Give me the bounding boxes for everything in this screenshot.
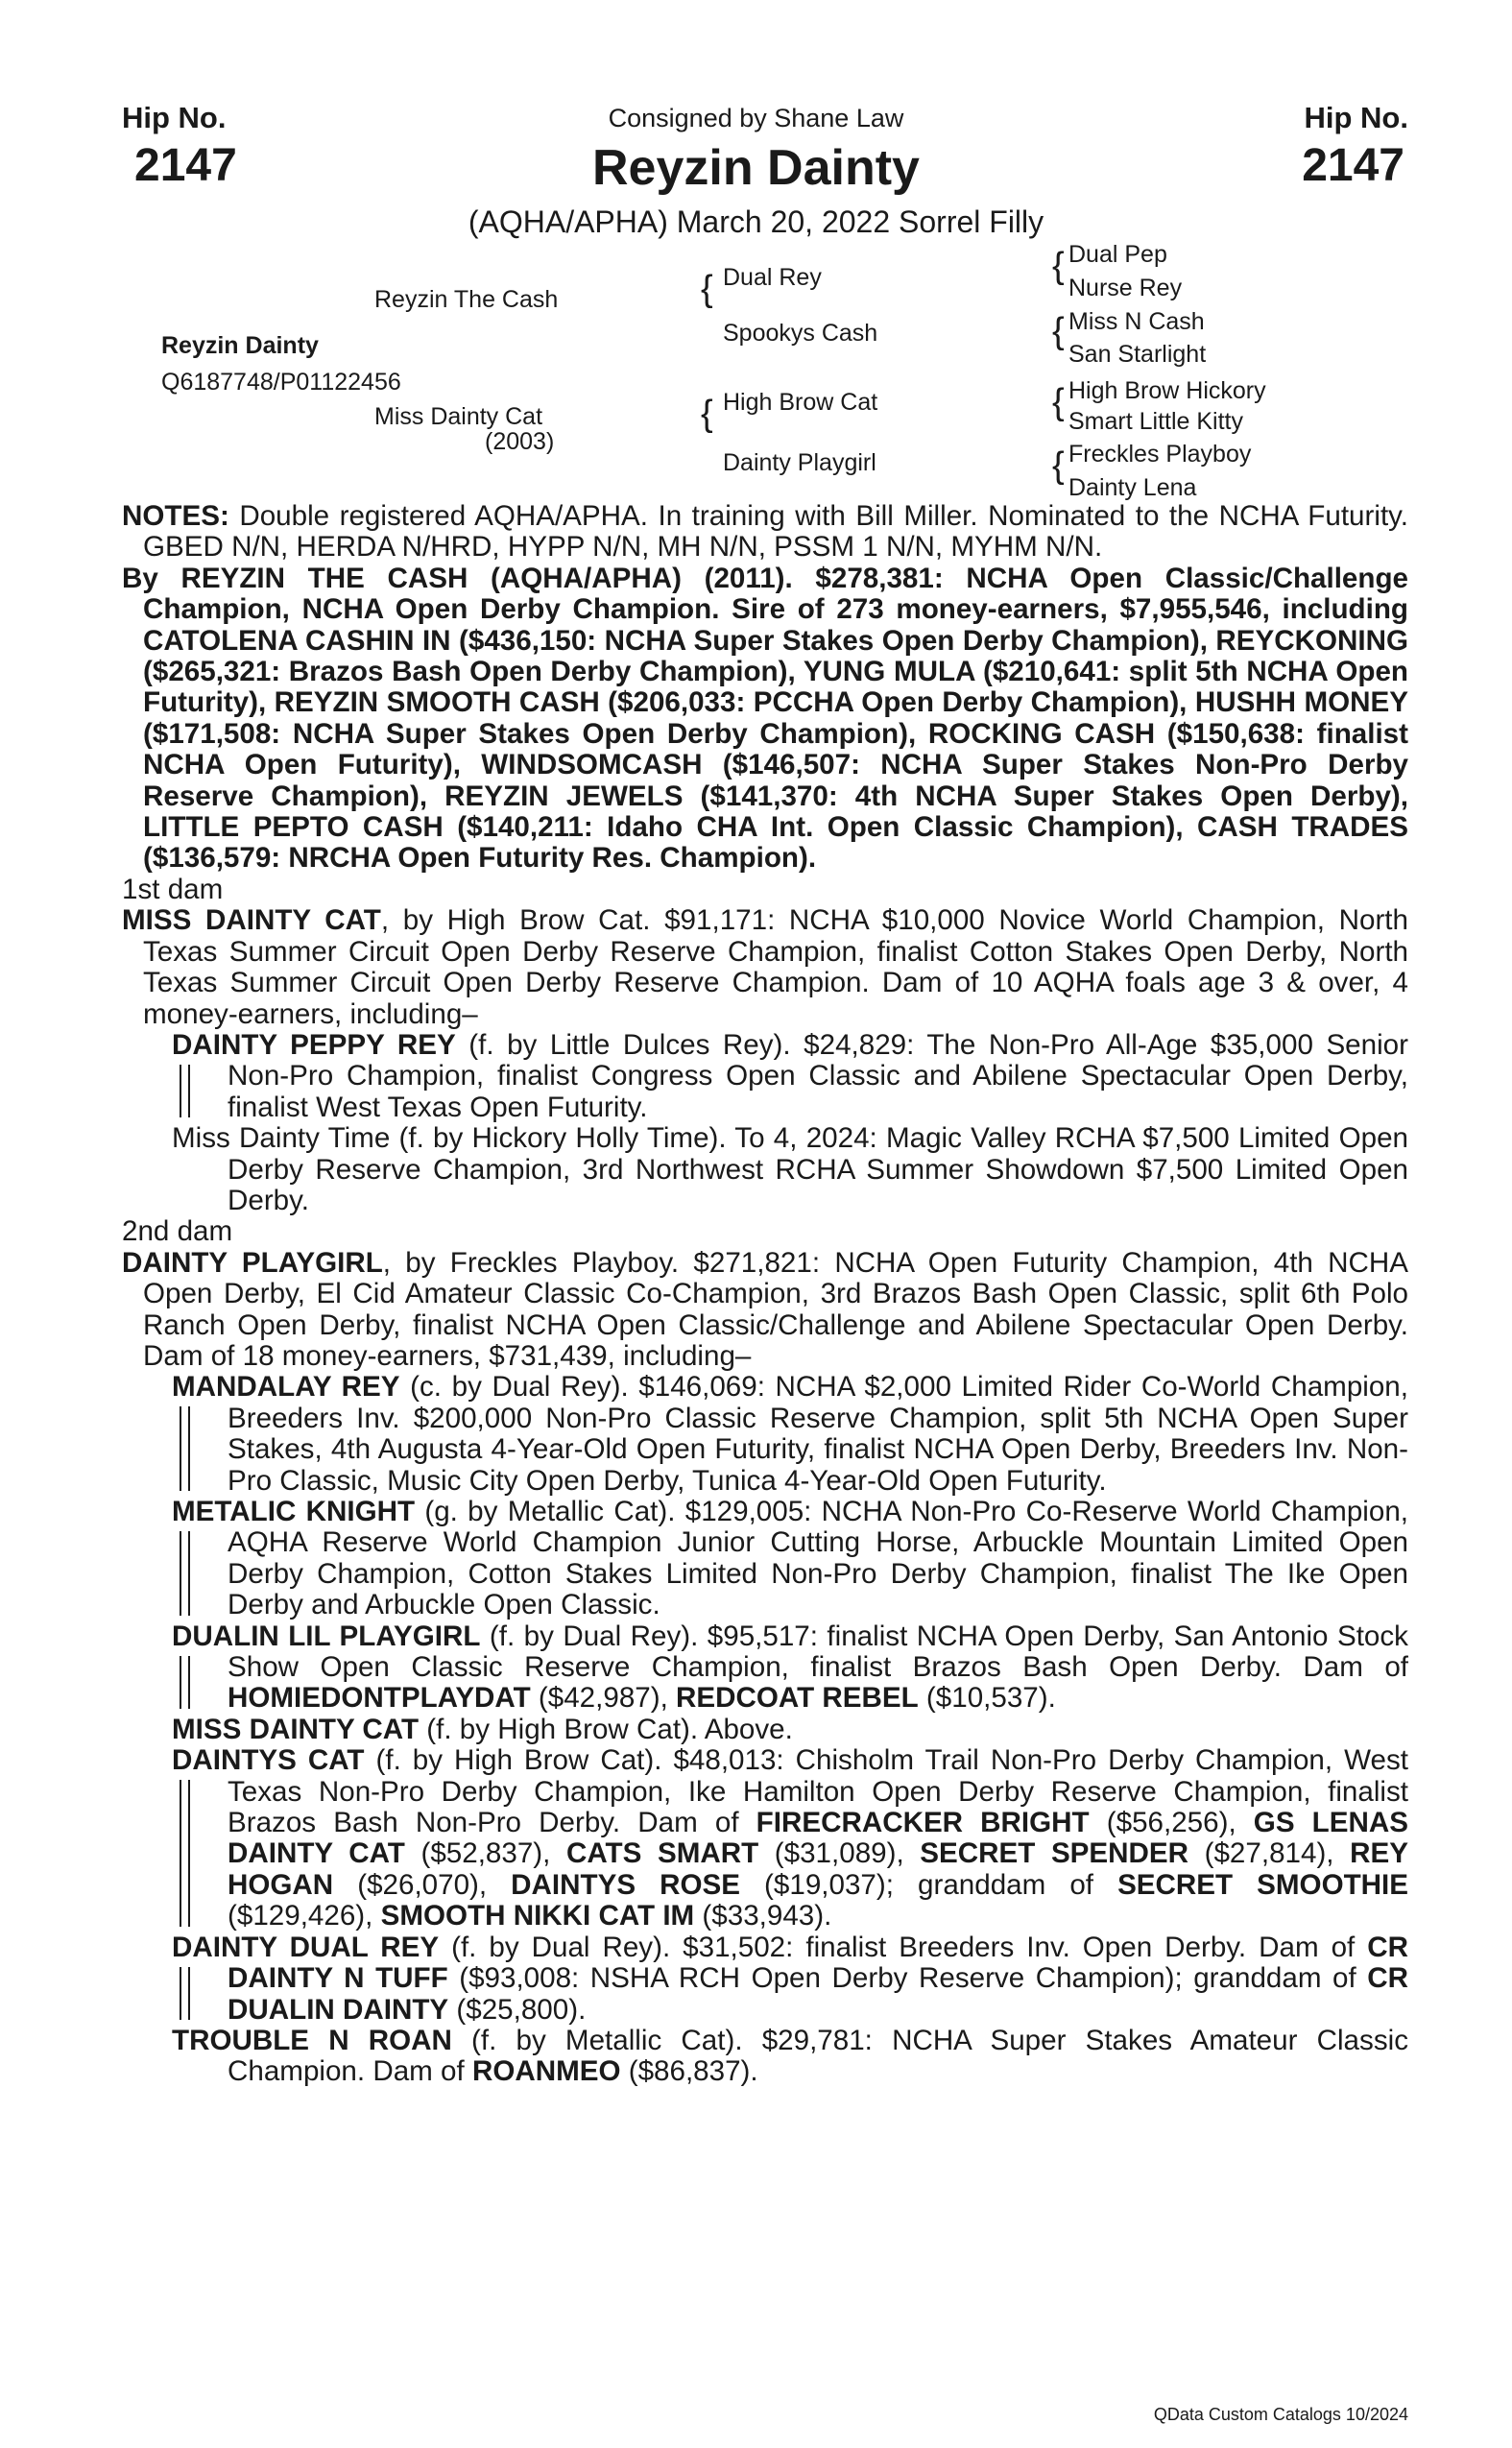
brace-sire: { bbox=[701, 269, 713, 309]
production-bar bbox=[180, 1967, 190, 2020]
pedigree-sds: Miss N Cash bbox=[1068, 308, 1205, 335]
offspring-entry: Miss Dainty Time (f. by Hickory Holly Time). To 4, 2024: Magic Valley RCHA $7,500 Limited Open Derby Reserve Champion, 3rd Northwest RCHA Summer Showdown $7,500 Limited Open Derby. bbox=[172, 1122, 1408, 1216]
second-dam-heading: 2nd dam bbox=[122, 1215, 233, 1248]
production-bar bbox=[180, 1406, 190, 1491]
pedigree-ss: Dual Rey bbox=[723, 264, 822, 291]
offspring-entry: METALIC KNIGHT (g. by Metallic Cat). $129,005: NCHA Non-Pro Co-Reserve World Champion, AQHA Reserve World Champion Junior Cutting Horse, Arbuckle Mountain Limited Open Derby Champion, Cotton Stakes Limited Non-Pro Derby Champion, finalist The Ike Open Derby and Arbuckle Open Classic. bbox=[172, 1496, 1409, 1621]
brace-dd: { bbox=[1052, 445, 1065, 486]
offspring-name: MANDALAY REY bbox=[172, 1371, 400, 1404]
pedigree-sire: Reyzin The Cash bbox=[374, 286, 559, 313]
offspring-entry: MANDALAY REY (c. by Dual Rey). $146,069: NCHA $2,000 Limited Rider Co-World Champion, Breeders Inv. $200,000 Non-Pro Classic Reserve Champion, split 5th NCHA Open Super Stakes, 4th Augusta 4-Year-Old Open Futurity, finalist NCHA Open Derby, Breeders Inv. Non-Pro Classic, Music City Open Derby, Tunica 4-Year-Old Open Futurity. bbox=[172, 1371, 1408, 1497]
offspring-entry: DUALIN LIL PLAYGIRL (f. by Dual Rey). $95,517: finalist NCHA Open Derby, San Antonio Stock Show Open Classic Reserve Champion, finalist Brazos Bash Open Derby. Dam of HOMIEDONTPLAYDAT ($42,987), REDCOAT REBEL ($10,537). bbox=[172, 1620, 1408, 1715]
pedigree-sdd: San Starlight bbox=[1068, 341, 1207, 368]
offspring-name: METALIC KNIGHT bbox=[172, 1496, 416, 1527]
brace-dam: { bbox=[701, 394, 713, 434]
offspring-name: DAINTY DUAL REY bbox=[172, 1931, 440, 1963]
hip-number-right: 2147 bbox=[1302, 140, 1404, 191]
offspring-name: TROUBLE N ROAN bbox=[172, 2024, 452, 2056]
offspring-entry: DAINTY PEPPY REY (f. by Little Dulces Rey). $24,829: The Non-Pro All-Age $35,000 Senior Non-Pro Champion, finalist Congress Open Classic and Abilene Spectacular Open Derby, finalist West Texas Open Futurity. bbox=[172, 1028, 1408, 1123]
offspring-name: MISS DAINTY CAT bbox=[172, 1713, 420, 1745]
sire-paragraph: By REYZIN THE CASH (AQHA/APHA) (2011). $278,381: NCHA Open Classic/Challenge Champion, NCHA Open Derby Champion. Sire of 273 money-earners, $7,955,546, including CATOLENA CASHIN IN ($436,150: NCHA Super Stakes Open Derby Champion), REYCKONING ($265,321: Brazos Bash Open Derby Champion), YUNG MULA ($210,641: split 5th NCHA Open Futurity), REYZIN SMOOTH CASH ($206,033: PCCHA Open Derby Champion), HUSHH MONEY ($171,508: NCHA Super Stakes Open Derby Champion), ROCKING CASH ($150,638: finalist NCHA Open Futurity), WINDSOMCASH ($146,507: NCHA Super Stakes Non-Pro Derby Reserve Champion), REYZIN JEWELS ($141,370: 4th NCHA Super Stakes Open Derby), LITTLE PEPTO CASH ($140,211: Idaho CHA Int. Open Classic Champion), CASH TRADES ($136,579: NRCHA Open Futurity Res. Champion). bbox=[122, 562, 1408, 875]
offspring-entry: TROUBLE N ROAN (f. by Metallic Cat). $29,781: NCHA Super Stakes Amateur Classic Champion. Dam of ROANMEO ($86,837). bbox=[172, 2024, 1408, 2088]
offspring-entry: MISS DAINTY CAT (f. by High Brow Cat). Above. bbox=[172, 1713, 793, 1745]
brace-ds: { bbox=[1052, 382, 1065, 422]
pedigree-dam-year: (2003) bbox=[485, 428, 555, 455]
offspring-name: DUALIN LIL PLAYGIRL bbox=[172, 1620, 481, 1652]
production-bar bbox=[180, 1656, 190, 1709]
offspring-entry: DAINTY DUAL REY (f. by Dual Rey). $31,502: finalist Breeders Inv. Open Derby. Dam of CR DAINTY N TUFF ($93,008: NSHA RCH Open Derby Reserve Champion); granddam of CR DUALIN DAINTY ($25,800). bbox=[172, 1931, 1408, 2026]
pedigree-dd: Dainty Playgirl bbox=[723, 449, 876, 476]
pedigree-ddd: Dainty Lena bbox=[1068, 474, 1197, 501]
offspring-name: DAINTY PEPPY REY bbox=[172, 1028, 456, 1061]
pedigree-subject: Reyzin Dainty bbox=[161, 332, 319, 359]
pedigree-dsd: Smart Little Kitty bbox=[1068, 408, 1243, 435]
hip-label-left: Hip No. bbox=[122, 101, 227, 134]
notes-text: Double registered AQHA/APHA. In training with Bill Miller. Nominated to the NCHA Futurity. GBED N/N, HERDA N/HRD, HYPP N/N, MH N/N, PSSM 1 N/N, MYHM N/N. bbox=[143, 500, 1408, 564]
brace-ss: { bbox=[1052, 246, 1065, 286]
pedigree-sd: Spookys Cash bbox=[723, 320, 878, 347]
production-bar bbox=[180, 1780, 190, 1926]
pedigree-dam: Miss Dainty Cat bbox=[374, 403, 543, 430]
brace-sd: { bbox=[1052, 311, 1065, 351]
offspring-name: Miss Dainty Time bbox=[172, 1122, 391, 1155]
pedigree-dss: High Brow Hickory bbox=[1068, 377, 1266, 404]
second-dam-paragraph: DAINTY PLAYGIRL, by Freckles Playboy. $271,821: NCHA Open Futurity Champion, 4th NCHA Open Derby, El Cid Amateur Classic Co-Champion, 3rd Brazos Bash Open Classic, split 6th Polo Ranch Open Derby, finalist NCHA Open Classic/Challenge and Abilene Spectacular Open Derby. Dam of 18 money-earners, $731,439, including– bbox=[122, 1246, 1408, 1372]
first-dam-heading: 1st dam bbox=[122, 873, 224, 905]
catalog-body bbox=[122, 501, 1408, 2088]
pedigree-ssd: Nurse Rey bbox=[1068, 275, 1183, 301]
notes-paragraph bbox=[122, 501, 1408, 564]
second-dam-name: DAINTY PLAYGIRL bbox=[122, 1246, 383, 1279]
offspring-entry: DAINTYS CAT (f. by High Brow Cat). $48,013: Chisholm Trail Non-Pro Derby Champion, West Texas Non-Pro Derby Champion, Ike Hamilton Open Derby Reserve Champion, finalist Brazos Bash Non-Pro Derby. Dam of FIRECRACKER BRIGHT ($56,256), GS LENAS DAINTY CAT ($52,837), CATS SMART ($31,089), SECRET SPENDER ($27,814), REY HOGAN ($26,070), DAINTYS ROSE ($19,037); granddam of SECRET SMOOTHIE ($129,426), SMOOTH NIKKI CAT IM ($33,943). bbox=[172, 1744, 1408, 1932]
notes-label: NOTES: bbox=[122, 500, 229, 532]
pedigree-ds: High Brow Cat bbox=[723, 389, 878, 416]
pedigree-registration: Q6187748/P01122456 bbox=[161, 369, 401, 396]
hip-number-left: 2147 bbox=[134, 140, 237, 191]
first-dam-paragraph: MISS DAINTY CAT, by High Brow Cat. $91,171: NCHA $10,000 Novice World Champion, North Texas Summer Circuit Open Derby Reserve Champion, finalist Cotton Stakes Open Derby, North Texas Summer Circuit Open Derby Reserve Champion. Dam of 10 AQHA foals age 3 & over, 4 money-earners, including– bbox=[122, 904, 1408, 1030]
pedigree-dds: Freckles Playboy bbox=[1068, 441, 1252, 468]
first-dam-name: MISS DAINTY CAT bbox=[122, 904, 381, 937]
horse-description: (AQHA/APHA) March 20, 2022 Sorrel Filly bbox=[468, 204, 1044, 239]
hip-label-right: Hip No. bbox=[1304, 101, 1408, 134]
production-bar bbox=[180, 1065, 190, 1117]
horse-name: Reyzin Dainty bbox=[592, 140, 920, 196]
production-bar bbox=[180, 1531, 190, 1616]
offspring-name: DAINTYS CAT bbox=[172, 1744, 365, 1777]
consigned-by: Consigned by Shane Law bbox=[608, 104, 904, 132]
catalog-footer: QData Custom Catalogs 10/2024 bbox=[1153, 2405, 1408, 2424]
pedigree-sss: Dual Pep bbox=[1068, 241, 1167, 268]
